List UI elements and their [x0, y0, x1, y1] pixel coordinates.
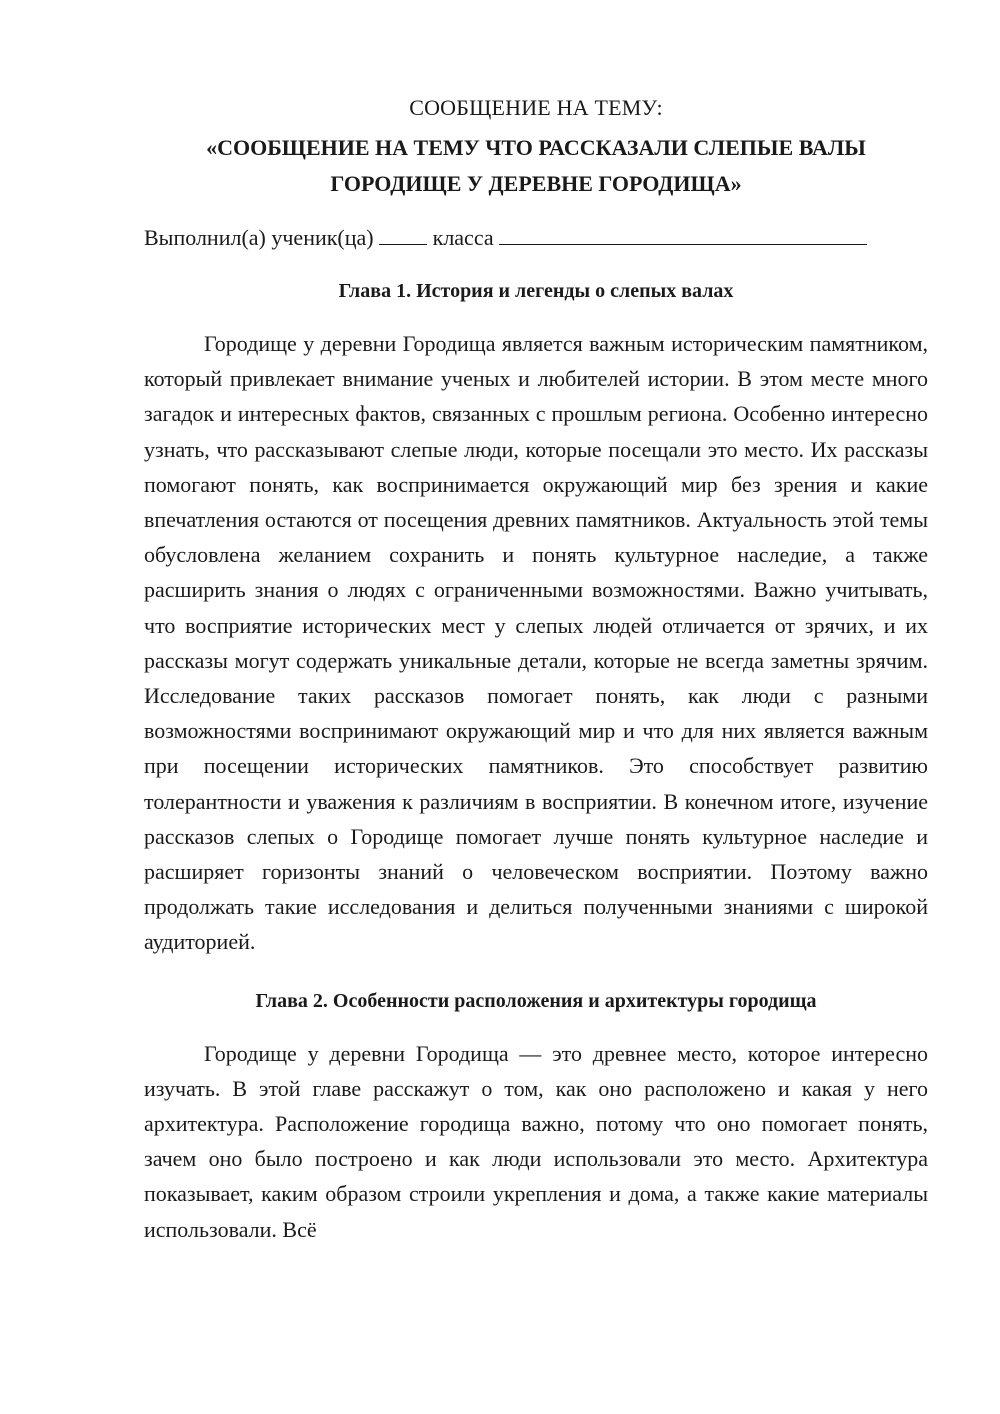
- document-title-line-2: ГОРОДИЩЕ У ДЕРЕВНЕ ГОРОДИЩА»: [330, 171, 742, 196]
- chapter-1-title: Глава 1. История и легенды о слепых валах: [338, 280, 734, 302]
- document-subject-heading: СООБЩЕНИЕ НА ТЕМУ:: [409, 95, 663, 120]
- document-title-line-1: «СООБЩЕНИЕ НА ТЕМУ ЧТО РАССКАЗАЛИ СЛЕПЫЕ ВАЛЫ: [206, 135, 866, 160]
- class-label: класса: [432, 225, 494, 250]
- student-name-blank: [499, 224, 867, 245]
- document-title: [144, 130, 928, 202]
- chapter-2-paragraph: Городище у деревни Городища — это древнее место, которое интересно изучать. В этой главе расскажут о том, как оно расположено и какая у него архитектура. Расположение городища важно, потому что оно помогает понять, зачем оно было построено и как люди использовали это место. Архитектура показывает, каким образом строили укрепления и дома, а также какие материалы использовали. Всё: [144, 1040, 928, 1242]
- chapter-2-title: Глава 2. Особенности расположения и архитектуры городища: [255, 989, 817, 1012]
- author-label: Выполнил(а) ученик(ца): [144, 225, 374, 250]
- author-line: [144, 222, 928, 254]
- class-number-blank: [379, 224, 427, 245]
- document-content: [144, 92, 928, 1247]
- chapter-1-paragraph: Городище у деревни Городища является важным историческим памятником, который привлекает внимание ученых и любителей истории. В этом месте много загадок и интересных фактов, связанных с прошлым региона. Особенно интересно узнать, что рассказывают слепые люди, которые посещали это место. Их рассказы помогают понять, как воспринимается окружающий мир без зрения и какие впечатления остаются от посещения древних памятников. Актуальность этой темы обусловлена желанием сохранить и понять культурное наследие, а также расширить знания о людях с ограниченными возможностями. Важно учитывать, что восприятие исторических мест у слепых людей отличается от зрячих, и их рассказы могут содержать уникальные детали, которые не всегда заметны зрячим. Исследование таких рассказов помогает понять, как люди с разными возможностями воспринимают окружающий мир и что для них является важным при посещении исторических памятников. Это способствует развитию толерантности и уважения к различиям в восприятии. В конечном итоге, изучение рассказов слепых о Городище помогает лучше понять культурное наследие и расширяет горизонты знаний о человеческом восприятии. Поэтому важно продолжать такие исследования и делиться полученными знаниями с широкой аудиторией.: [144, 331, 928, 955]
